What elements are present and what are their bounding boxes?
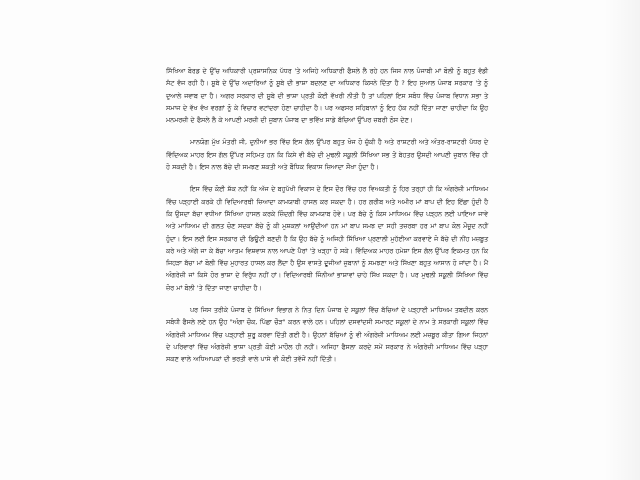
document-body <box>166 66 488 367</box>
page-edge-shadow <box>604 0 640 480</box>
paragraph-3: ਇਸ ਵਿੱਚ ਕੋਈ ਸ਼ੱਕ ਨਹੀਂ ਕਿ ਅੱਜ ਦੇ ਬਹੁਪੱਖੀ ਵਿਕਾਸ ਦੇ ਇਸ ਦੌਰ ਵਿੱਚ ਹਰ ਵਿਅਕਤੀ ਨੂੰ ਹਿਰ ਤਰ੍ਹਾਂ ਹੀ ਕਿ ਅੰਗਰੇਜ਼ੀ ਮਾਧਿਅਮ ਵਿੱਚ ਪੜ੍ਹਾਈ ਕਰਕੇ ਹੀ ਵਿਦਿਆਰਥੀ ਜ਼ਿਆਦਾ ਕਾਮਯਾਬੀ ਹਾਸਲ ਕਰ ਸਕਦਾ ਹੈ। ਹਰ ਗਰੀਬ ਅਤੇ ਅਮੀਰ ਮਾਂ ਬਾਪ ਦੀ ਇਹ ਇੱਛਾ ਹੁੰਦੀ ਹੈ ਕਿ ਉਸਦਾ ਬੱਚਾ ਵਧੀਆ ਸਿੱਖਿਆ ਹਾਸਲ ਕਰਕੇ ਜ਼ਿੰਦਗੀ ਵਿੱਚ ਕਾਮਯਾਬ ਹੋਵੇ। ਪਰ ਬੱਚੇ ਨੂੰ ਕਿਸ ਮਾਧਿਅਮ ਵਿੱਚ ਪੜ੍ਹਨ ਲਈ ਪਾਇਆ ਜਾਵੇ ਅਤੇ ਮਾਧਿਅਮ ਦੀ ਗਲਤ ਚੋਣ ਸਦਕਾ ਬੱਚੇ ਨੂੰ ਕੀ ਮੁਸ਼ਕਲਾਂ ਆਉਂਦੀਆਂ ਹਨ ਮਾਂ ਬਾਪ ਸਮਝ ਦਾ ਸਹੀ ਤਜ਼ਰਬਾ ਹਰ ਮਾਂ ਬਾਪ ਕੋਲ ਮੌਜੂਦ ਨਹੀਂ ਹੁੰਦਾ। ਇਸ ਲਈ ਇਸ ਸਰਕਾਰ ਦੀ ਡਿਊਟੀ ਬਣਦੀ ਹੈ ਕਿ ਉਹ ਬੱਚੇ ਨੂੰ ਅਜਿਹੀ ਸਿੱਖਿਆ ਪ੍ਰਣਾਲੀ ਮੁਹੱਈਆ ਕਰਵਾਏ ਜੋ ਬੱਚੇ ਦੀ ਨੀਂਹ ਮਜ਼ਬੂਤ ਕਰੇ ਅਤੇ ਅੱਗੇ ਜਾ ਕੇ ਬੱਚਾ ਆਤਮ ਵਿਸ਼ਵਾਸ ਨਾਲ ਆਪਣੇ ਪੈਰਾਂ 'ਤੇ ਖੜ੍ਹਾ ਹੋ ਸਕੇ। ਵਿੱਦਿਅਕ ਮਾਹਰ ਹਮੇਸ਼ਾ ਇਸ ਗੱਲ ਉੱਪਰ ਇਕਮਤ ਹਨ ਕਿ ਜਿਹੜਾ ਬੱਚਾ ਮਾਂ ਬੋਲੀ ਵਿੱਚ ਮੁਹਾਰਤ ਹਾਸਲ ਕਰ ਲੈਂਦਾ ਹੈ ਉਸ ਵਾਸਤੇ ਦੂਜੀਆਂ ਜ਼ੁਬਾਨਾਂ ਨੂੰ ਸਮਝਣਾ ਅਤੇ ਸਿੱਖਣਾ ਬਹੁਤ ਆਸਾਨ ਹੋ ਜਾਂਦਾ ਹੈ। ਮੈਂ ਅੰਗਰੇਜ਼ੀ ਜਾਂ ਕਿਸੇ ਹੋਰ ਭਾਸ਼ਾ ਦੇ ਵਿਰੁੱਧ ਨਹੀਂ ਹਾਂ। ਵਿਦਿਆਰਥੀ ਜਿੰਨੀਆਂ ਭਾਸ਼ਾਵਾਂ ਚਾਹੇ ਸਿੱਖ ਸਕਦਾ ਹੈ। ਪਰ ਮੁਢਲੀ ਸਕੂਲੀ ਸਿੱਖਿਆ ਵਿੱਚ ਜ਼ੋਰ ਮਾਂ ਬੋਲੀ 'ਤੇ ਦਿੱਤਾ ਜਾਣਾ ਚਾਹੀਦਾ ਹੈ। <box>166 186 488 292</box>
paragraph-1: ਸਿੱਖਿਆ ਬੋਰਡ ਦੇ ਉੱਚ ਅਧਿਕਾਰੀ ਪ੍ਰਸ਼ਾਸਨਿਕ ਪੱਧਰ 'ਤੇ ਅਜਿਹੇ ਅਧਿਕਾਰੀ ਫੈਸਲੇ ਲੈ ਰਹੇ ਹਨ ਜਿਸ ਨਾਲ ਪੰਜਾਬੀ ਮਾਂ ਬੋਲੀ ਨੂੰ ਬਹੁਤ ਵੱਡੀ ਸੱਟ ਵੱਜ ਰਹੀ ਹੈ। ਸੂਬੇ ਦੇ ਉੱਚ ਅਦਾਰਿਆਂ ਨੂੰ ਸੂਬੇ ਦੀ ਭਾਸ਼ਾ ਬਦਲਣ ਦਾ ਅਧਿਕਾਰ ਕਿਸਨੇ ਦਿੱਤਾ ਹੈ ? ਇਹ ਸੁਆਲ ਪੰਜਾਬ ਸਰਕਾਰ 'ਤੇ ਨੂੰ ਦੁਆਲੇ ਜਵਾਬ ਦਾ ਹੈ। ਅਗਰ ਸਰਕਾਰ ਦੀ ਸੂਬੇ ਦੀ ਭਾਸ਼ਾ ਪ੍ਰਤੀ ਕੋਈ ਵੱਖਰੀ ਨੀਤੀ ਹੈ ਤਾਂ ਪਹਿਲਾਂ ਇਸ ਸਬੰਧ ਵਿੱਚ ਪੰਜਾਬ ਵਿਧਾਨ ਸਭਾ ਤੇ ਸਮਾਜ ਦੇ ਵੱਖ ਵੱਖ ਵਰਗਾਂ ਨੂੰ ਕੇ ਵਿਚਾਰ ਵਟਾਂਦਰਾ ਹੋਣਾ ਚਾਹੀਦਾ ਹੈ। ਪਰ ਅਫਸਰ ਸਹਿਬਾਨਾਂ ਨੂੰ ਇਹ ਹੱਕ ਨਹੀਂ ਦਿੱਤਾ ਜਾਣਾ ਚਾਹੀਦਾ ਕਿ ਉਹ ਮਨਮਰਜ਼ੀ ਦੇ ਫੈਸਲੇ ਲੈ ਕੇ ਆਪਣੀ ਮਰਜ਼ੀ ਦੀ ਜ਼ੁਬਾਨ ਪੰਜਾਬ ਦਾ ਭਵਿੱਖ ਸਾਡੇ ਬੱਚਿਆਂ ਉੱਪਰ ਜ਼ਬਰੀ ਠੋਸ ਦੇਣ। <box>166 68 488 125</box>
paragraph-2: ਮਾਨਯੋਗ ਮੁੱਖ ਮੰਤਰੀ ਜੀ, ਦੁਨੀਆਂ ਭਰ ਵਿੱਚ ਇਸ ਗੱਲ ਉੱਪਰ ਬਹੁਤ ਖੋਜ ਹੋ ਚੁੱਕੀ ਹੈ ਅਤੇ ਰਾਸ਼ਟਰੀ ਅਤੇ ਅੰਤਰ-ਰਾਸ਼ਟਰੀ ਪੱਧਰ ਦੇ ਵਿੱਦਿਅਕ ਮਾਹਰ ਇਸ ਗੱਲ ਉੱਪਰ ਸਹਿਮਤ ਹਨ ਕਿ ਕਿਸੇ ਵੀ ਬੱਚੇ ਦੀ ਮੁਢਲੀ ਸਕੂਲੀ ਸਿੱਖਿਆ ਸਭ ਤੋਂ ਬੇਹਤਰ ਉਸਦੀ ਆਪਣੀ ਜ਼ੁਬਾਨ ਵਿੱਚ ਹੀ ਹੋ ਸਕਦੀ ਹੈ। ਇਸ ਨਾਲ ਬੱਚੇ ਦੀ ਸਮਝਣ ਸ਼ਕਤੀ ਅਤੇ ਬੌਧਿਕ ਵਿਕਾਸ ਜ਼ਿਆਦਾ ਸੌਖਾ ਹੁੰਦਾ ਹੈ। <box>166 139 488 172</box>
paragraph-4: ਪਰ ਜਿਸ ਤਰੀਕੇ ਪੰਜਾਬ ਦੇ ਸਿੱਖਿਆ ਵਿਭਾਗ ਨੇ ਨਿਤ ਦਿਨ ਪੰਜਾਬ ਦੇ ਸਕੂਲਾਂ ਵਿੱਚ ਬੱਚਿਆਂ ਦੇ ਪੜ੍ਹਾਈ ਮਾਧਿਅਮ ਤਬਦੀਲ ਕਰਨ ਸਬੰਧੀ ਫੈਸਲੇ ਲਏ ਹਨ ਉਹ "ਅੰਗਾ ਚੌਕ, ਪਿੱਛਾ ਚੌੜ" ਕਰਨ ਵਾਲੇ ਹਨ। ਪਹਿਲਾਂ ਦਸਵਾਂਦਸੀ ਸਮਾਰਟ ਸਕੂਲਾਂ ਦੇ ਨਾਮ ਤੇ ਸਰਕਾਰੀ ਸਕੂਲਾਂ ਵਿੱਚ ਅੰਗਰੇਜ਼ੀ ਮਾਧਿਅਮ ਵਿੱਚ ਪੜ੍ਹਾਈ ਸ਼ੁਰੂ ਕਰਵਾ ਦਿੱਤੀ ਗਈ ਹੈ। ਉਹਨਾਂ ਬੱਚਿਆਂ ਨੂੰ ਵੀ ਅੰਗਰੇਜ਼ੀ ਮਾਧਿਅਮ ਲਈ ਮਜ਼ਬੂਰ ਕੀਤਾ ਗਿਆ ਜਿਹਨਾਂ ਦੇ ਪਰਿਵਾਰਾਂ ਵਿੱਚ ਅੰਗਰੇਜ਼ੀ ਭਾਸ਼ਾ ਪ੍ਰਤੀ ਕੋਈ ਮਾਹੌਲ ਹੀ ਨਹੀਂ। ਅਜਿਹਾ ਫੈਸਲਾ ਕਰਦੇ ਸਮੇਂ ਸਰਕਾਰ ਨੇ ਅੰਗਰੇਜ਼ੀ ਮਾਧਿਅਮ ਵਿੱਚ ਪੜ੍ਹਾ ਸਕਣ ਵਾਲੇ ਅਧਿਆਪਕਾਂ ਦੀ ਭਰਤੀ ਵਾਲੇ ਪਾਸੇ ਵੀ ਕੋਈ ਤਵੱਜੋਂ ਨਹੀਂ ਦਿੱਤੀ। <box>166 307 488 364</box>
